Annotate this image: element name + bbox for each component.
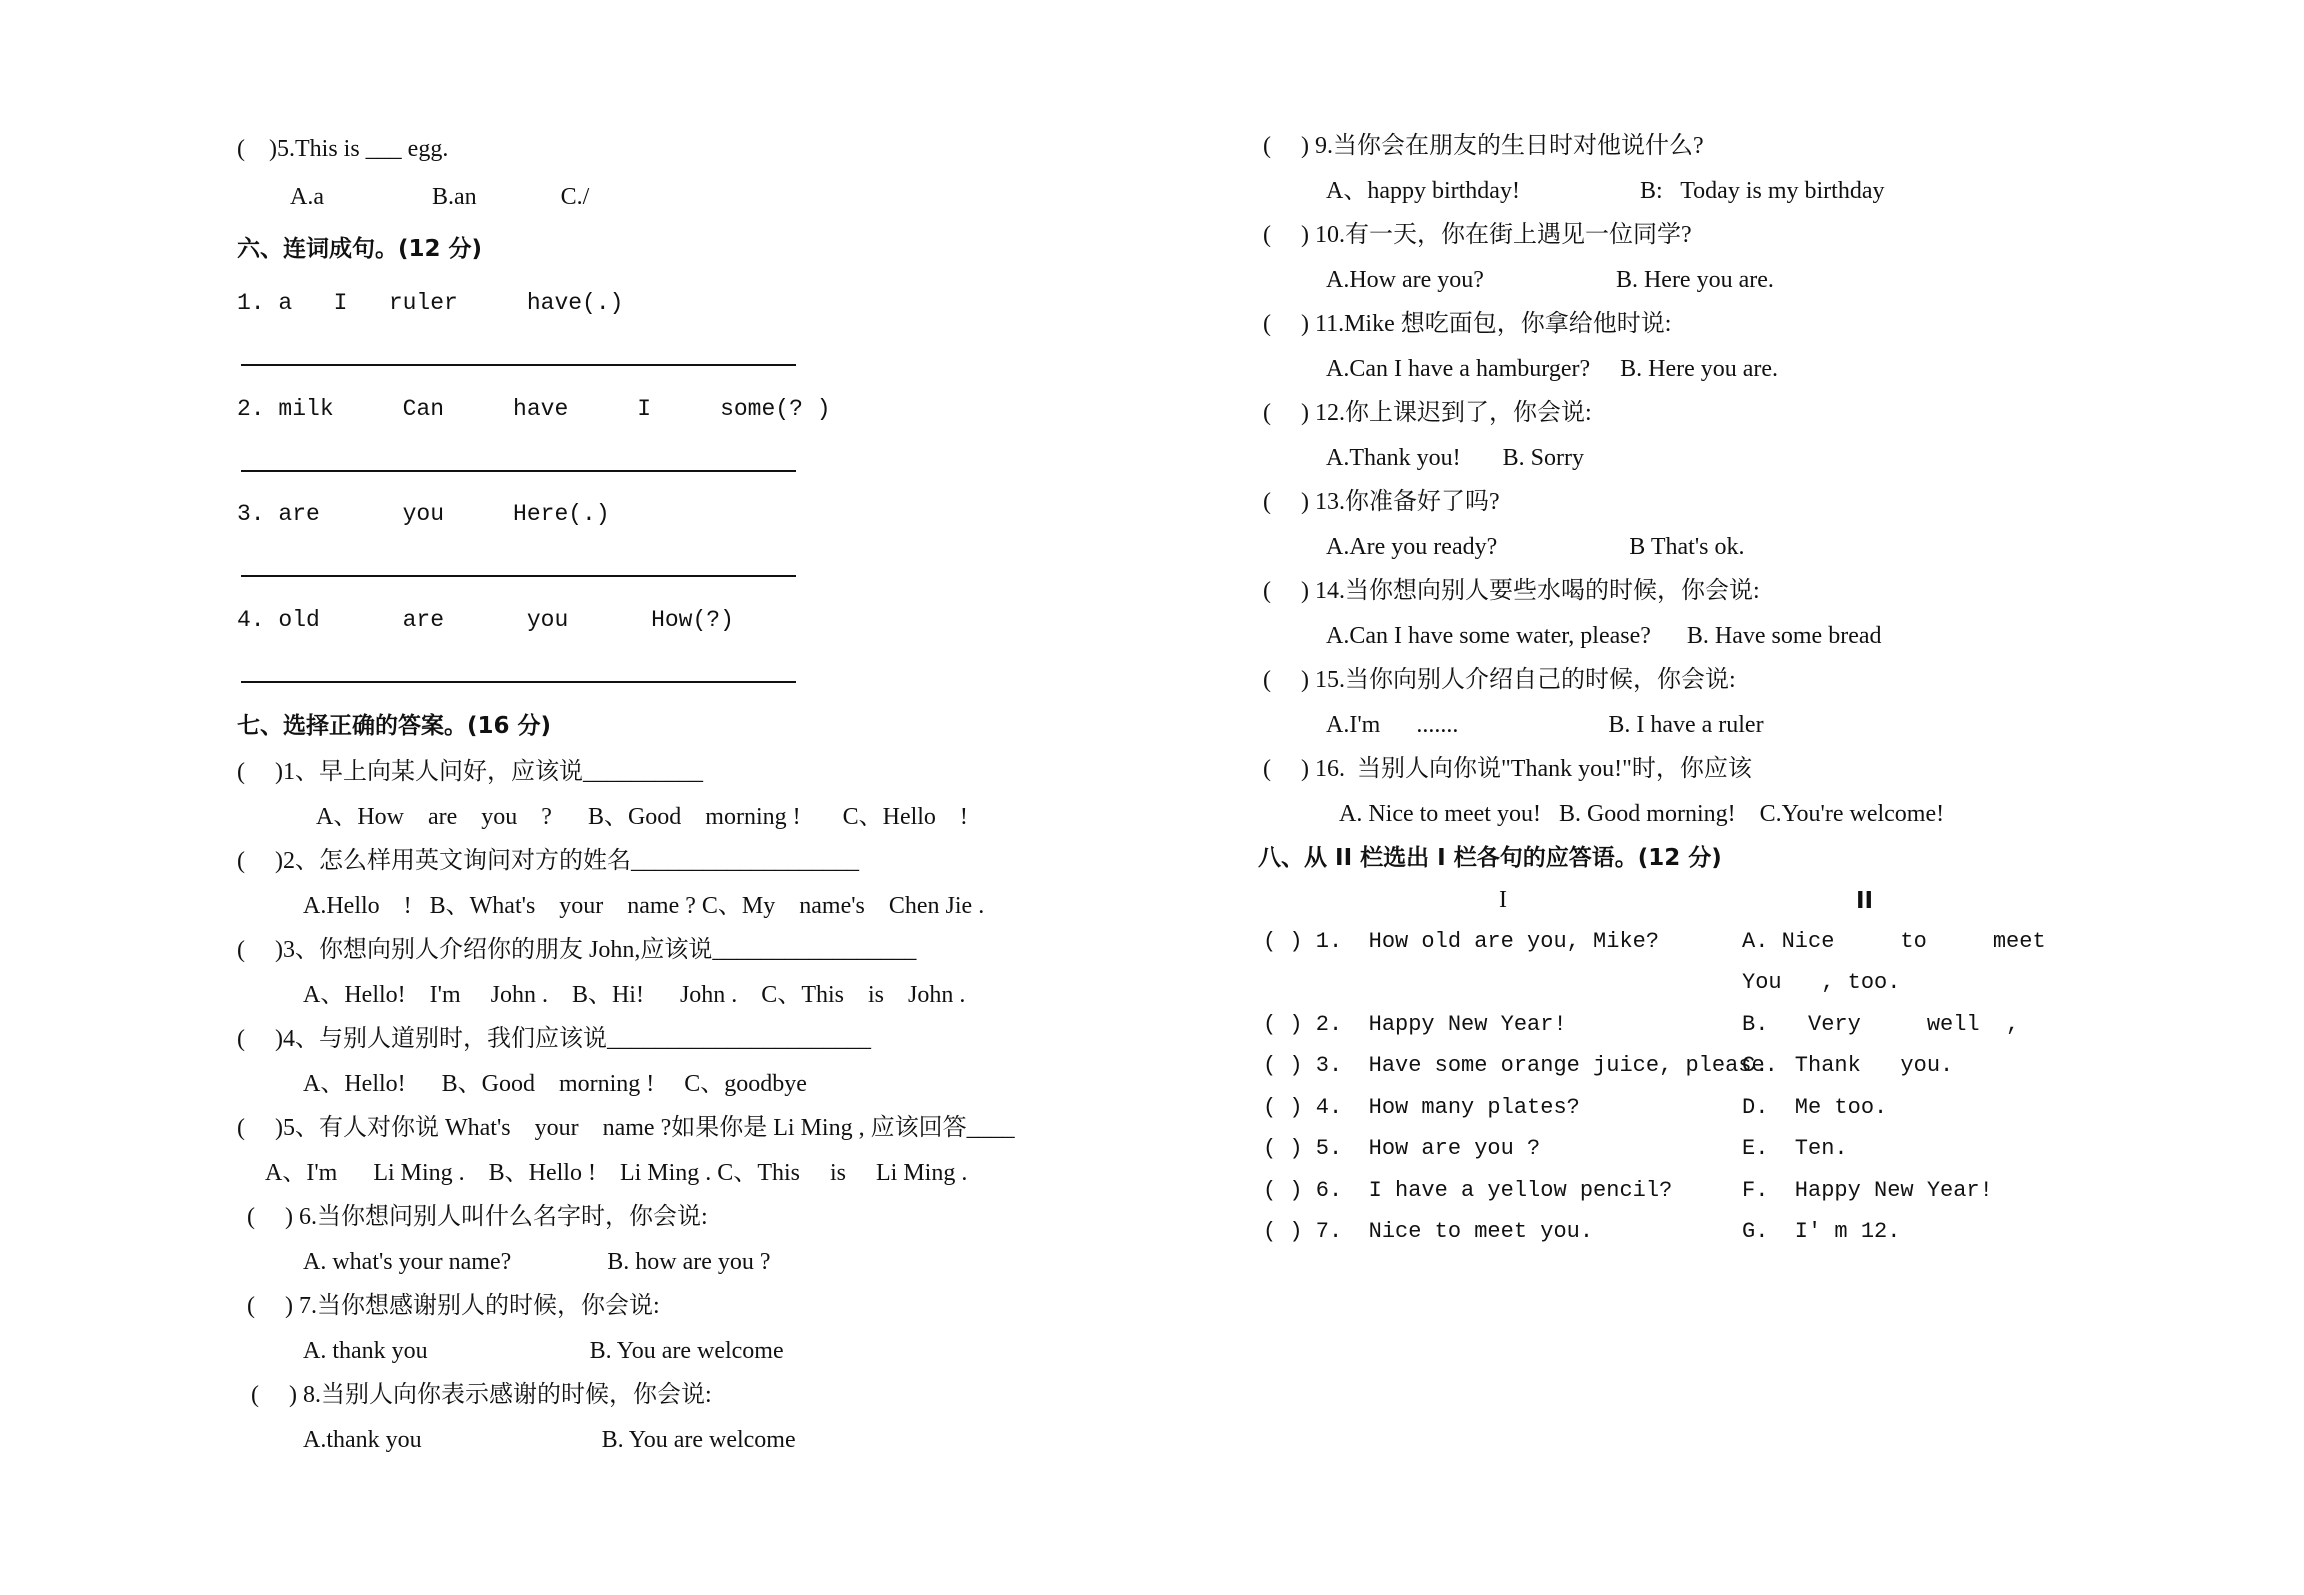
answer-line-4[interactable] bbox=[241, 681, 796, 683]
match-item-2: ( ) 2. Happy New Year! bbox=[1263, 1012, 1567, 1037]
choice-options-9: A、happy birthday! B: Today is my birthday bbox=[1326, 178, 1885, 204]
section-7-title: 七、选择正确的答案。(16 分) bbox=[237, 713, 552, 739]
match-answer-e: E. Ten. bbox=[1742, 1136, 1848, 1161]
choice-question-13: ( ) 13.你准备好了吗? bbox=[1263, 489, 1500, 515]
choice-question-16: ( ) 16. 当别人向你说"Thank you!"时，你应该 bbox=[1263, 756, 1752, 782]
choice-options-4: A、Hello! B、Good morning ! C、goodbye bbox=[303, 1071, 807, 1097]
sentence-item-3: 3. are you Here(.) bbox=[237, 501, 610, 527]
answer-line-2[interactable] bbox=[241, 470, 796, 472]
choice-options-15: A.I'm ....... B. I have a ruler bbox=[1326, 712, 1764, 738]
match-item-6: ( ) 6. I have a yellow pencil? bbox=[1263, 1178, 1673, 1203]
choice-question-2: ( )2、怎么样用英文询问对方的姓名___________________ bbox=[237, 848, 859, 874]
match-answer-g: G. I' m 12. bbox=[1742, 1219, 1901, 1244]
choice-question-6: ( ) 6.当你想问别人叫什么名字时，你会说: bbox=[247, 1204, 708, 1230]
choice-question-11: ( ) 11.Mike 想吃面包，你拿给他时说: bbox=[1263, 311, 1672, 337]
answer-line-1[interactable] bbox=[241, 364, 796, 366]
match-item-7: ( ) 7. Nice to meet you. bbox=[1263, 1219, 1594, 1244]
choice-options-11: A.Can I have a hamburger? B. Here you are. bbox=[1326, 356, 1779, 382]
choice-options-12: A.Thank you! B. Sorry bbox=[1326, 445, 1584, 471]
choice-options-3: A、Hello! I'm John . B、Hi! John . C、This is John . bbox=[303, 982, 966, 1008]
choice-options-5: A、I'm Li Ming . B、Hello ! Li Ming . C、This is Li Ming . bbox=[265, 1160, 968, 1186]
choice-question-7: ( ) 7.当你想感谢别人的时候，你会说: bbox=[247, 1293, 660, 1319]
choice-question-8: ( ) 8.当别人向你表示感谢的时候，你会说: bbox=[251, 1382, 712, 1408]
choice-options-13: A.Are you ready? B That's ok. bbox=[1326, 534, 1745, 560]
sentence-item-2: 2. milk Can have I some(? ) bbox=[237, 396, 831, 422]
question-5-options: A.a B.an C./ bbox=[290, 184, 590, 210]
match-item-1: ( ) 1. How old are you, Mike? bbox=[1263, 929, 1660, 954]
match-item-4: ( ) 4. How many plates? bbox=[1263, 1095, 1580, 1120]
choice-options-7: A. thank you B. You are welcome bbox=[303, 1338, 784, 1364]
choice-question-3: ( )3、你想向别人介绍你的朋友 John,应该说_________________ bbox=[237, 937, 917, 963]
match-answer-a-cont: You , too. bbox=[1742, 970, 1901, 995]
choice-question-1: ( )1、早上向某人问好，应该说__________ bbox=[237, 759, 703, 785]
choice-options-8: A.thank you B. You are welcome bbox=[303, 1427, 796, 1453]
choice-options-16: A. Nice to meet you! B. Good morning! C.You're welcome! bbox=[1339, 801, 1945, 827]
question-5-top: ( )5.This is ___ egg. bbox=[237, 136, 449, 162]
section-6-title: 六、连词成句。(12 分) bbox=[237, 236, 483, 262]
choice-options-6: A. what's your name? B. how are you ? bbox=[303, 1249, 771, 1275]
choice-question-4: ( )4、与别人道别时，我们应该说______________________ bbox=[237, 1026, 871, 1052]
choice-options-14: A.Can I have some water, please? B. Have some bread bbox=[1326, 623, 1882, 649]
column-i-header: I bbox=[1499, 887, 1507, 913]
match-item-5: ( ) 5. How are you ? bbox=[1263, 1136, 1541, 1161]
match-answer-d: D. Me too. bbox=[1742, 1095, 1888, 1120]
choice-question-10: ( ) 10.有一天，你在街上遇见一位同学? bbox=[1263, 222, 1692, 248]
choice-options-2: A.Hello ! B、What's your name ? C、My name's Chen Jie . bbox=[303, 893, 985, 919]
match-answer-f: F. Happy New Year! bbox=[1742, 1178, 1993, 1203]
section-8-title: 八、从 II 栏选出 I 栏各句的应答语。(12 分) bbox=[1258, 845, 1722, 871]
choice-question-14: ( ) 14.当你想向别人要些水喝的时候，你会说: bbox=[1263, 578, 1760, 604]
sentence-item-4: 4. old are you How(?) bbox=[237, 607, 734, 633]
choice-options-1: A、How are you ? B、Good morning ! C、Hello ! bbox=[316, 804, 968, 830]
match-answer-c: C. Thank you. bbox=[1742, 1053, 1954, 1078]
choice-question-15: ( ) 15.当你向别人介绍自己的时候，你会说: bbox=[1263, 667, 1736, 693]
sentence-item-1: 1. a I ruler have(.) bbox=[237, 290, 624, 316]
column-ii-header: II bbox=[1856, 888, 1874, 914]
match-item-3: ( ) 3. Have some orange juice, please. bbox=[1263, 1053, 1778, 1078]
choice-question-5: ( )5、有人对你说 What's your name ?如果你是 Li Ming , 应该回答____ bbox=[237, 1115, 1015, 1141]
choice-options-10: A.How are you? B. Here you are. bbox=[1326, 267, 1774, 293]
choice-question-12: ( ) 12.你上课迟到了，你会说: bbox=[1263, 400, 1592, 426]
answer-line-3[interactable] bbox=[241, 575, 796, 577]
choice-question-9: ( ) 9.当你会在朋友的生日时对他说什么? bbox=[1263, 133, 1704, 159]
match-answer-b: B. Very well , bbox=[1742, 1012, 2020, 1037]
match-answer-a: A. Nice to meet bbox=[1742, 929, 2046, 954]
